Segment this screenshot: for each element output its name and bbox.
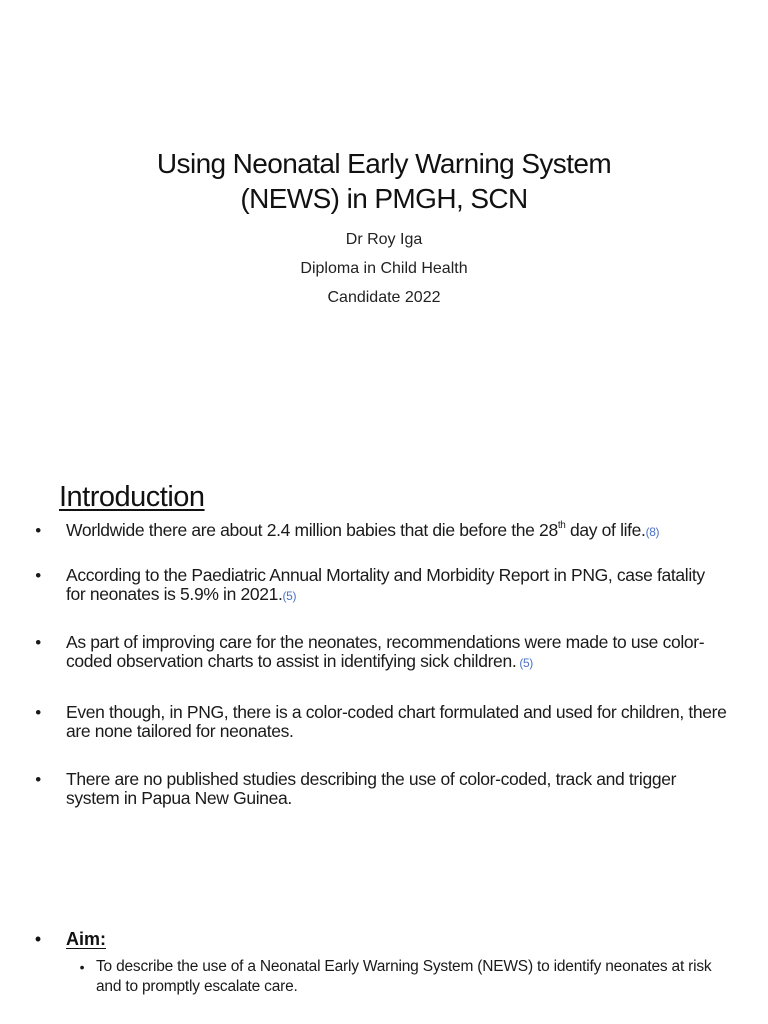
bullet-text: As part of improving care for the neonates, recommendations were made to use color-coded observation charts to assist in identifying sick children. xyxy=(66,632,705,671)
title-line-1: Using Neonatal Early Warning System xyxy=(156,148,612,179)
aim-text: To describe the use of a Neonatal Early Warning System (NEWS) to identify neonates at risk and to promptly escalate care. xyxy=(96,958,712,995)
bullet-icon: • xyxy=(79,959,85,975)
author-name: Dr Roy Iga xyxy=(345,231,423,248)
list-item xyxy=(28,633,728,673)
title-slide xyxy=(0,0,768,432)
reference-citation: (5) xyxy=(516,656,533,670)
bullet-text: Even though, in PNG, there is a color-coded chart formulated and used for children, there are none tailored for neonates. xyxy=(66,702,727,741)
candidate-year: Candidate 2022 xyxy=(327,289,441,306)
bullet-icon: • xyxy=(35,521,41,540)
bullet-text: Worldwide there are about 2.4 million babies that die before the 28 xyxy=(66,520,558,540)
aim-item xyxy=(28,928,728,950)
introduction-slide xyxy=(0,455,768,1024)
introduction-heading: Introduction xyxy=(59,481,205,513)
bullet-icon: • xyxy=(35,633,41,652)
list-item xyxy=(28,566,728,606)
reference-citation: (8) xyxy=(645,525,660,539)
reference-citation: (5) xyxy=(282,589,297,603)
aim-description xyxy=(76,957,716,997)
qualification: Diploma in Child Health xyxy=(300,260,468,277)
title-line-2: (NEWS) in PMGH, SCN xyxy=(240,183,528,214)
bullet-icon: • xyxy=(35,770,41,789)
list-item xyxy=(28,770,728,808)
bullet-superscript: th xyxy=(557,520,566,532)
bullet-text: There are no published studies describing the use of color-coded, track and trigger system in Papua New Guinea. xyxy=(66,769,677,808)
presentation-title xyxy=(0,146,768,216)
bullet-icon: • xyxy=(35,566,41,585)
bullet-icon: • xyxy=(34,929,42,949)
bullet-text: According to the Paediatric Annual Mortality and Morbidity Report in PNG, case fatality for neonates is 5.9% in 2021. xyxy=(66,565,705,604)
bullet-text-continued: day of life. xyxy=(565,520,646,540)
aim-label: Aim: xyxy=(66,929,106,949)
bullet-icon: • xyxy=(35,703,41,722)
list-item xyxy=(28,703,728,741)
list-item xyxy=(28,521,728,542)
